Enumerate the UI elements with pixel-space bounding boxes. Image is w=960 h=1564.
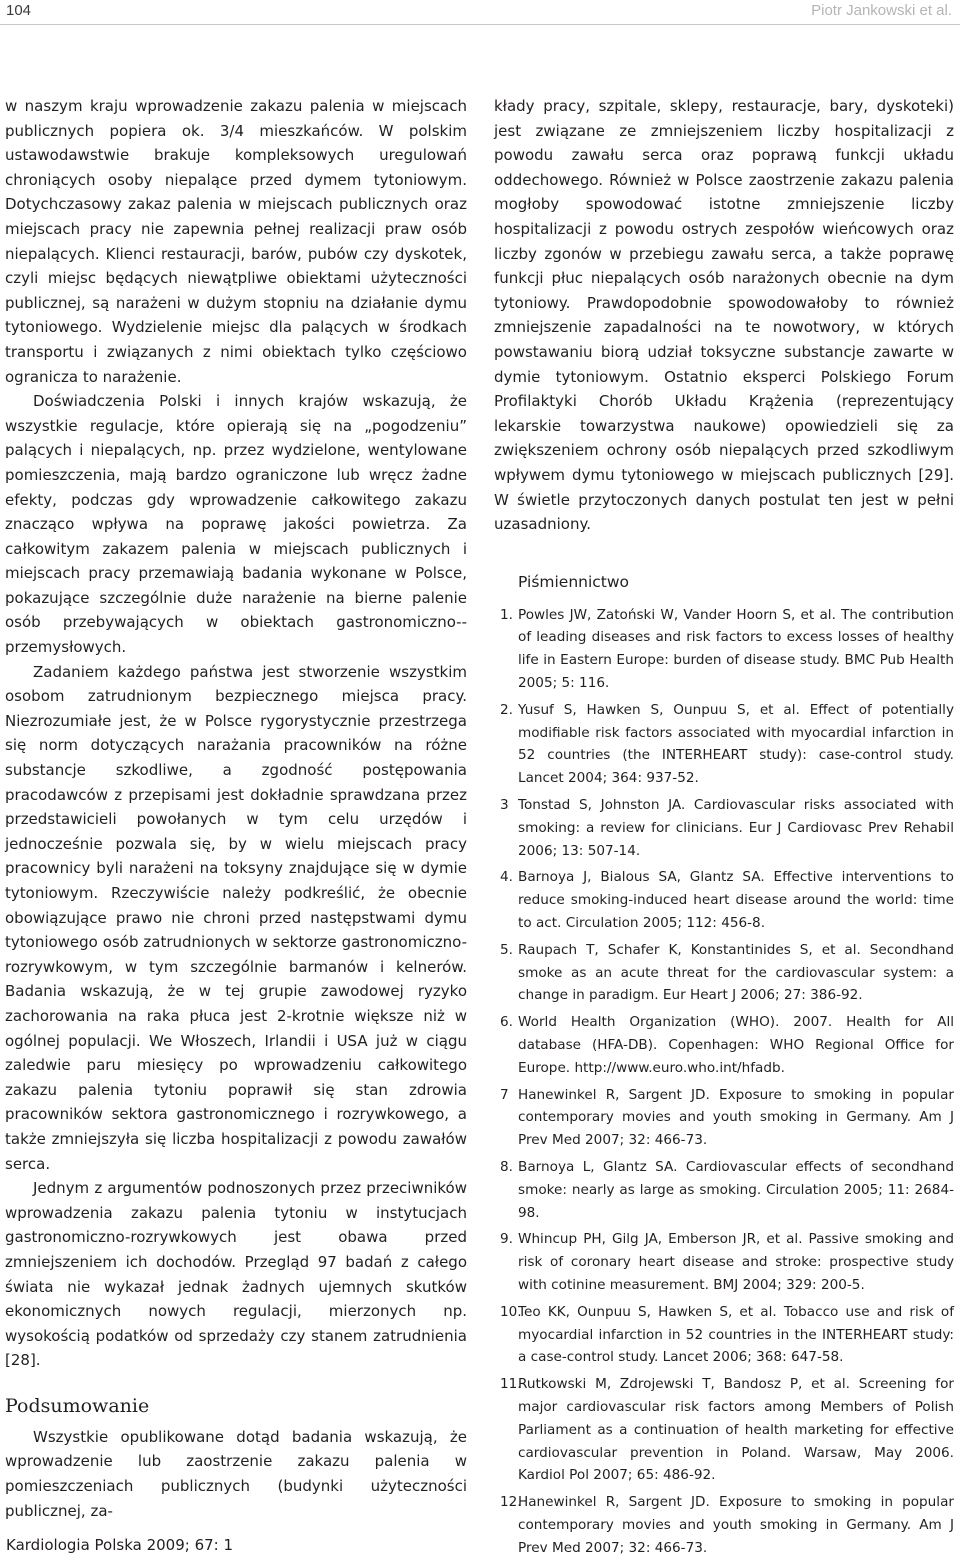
reference-number: 9.	[500, 1231, 513, 1248]
section-title-summary: Podsumowanie	[5, 1394, 150, 1417]
reference-item	[496, 1011, 954, 1079]
left-column	[5, 94, 467, 1523]
reference-text: Barnoya L, Glantz SA. Cardiovascular effects of secondhand smoke: nearly as large as smoking. Circulation 2005; 11: 2684-98.	[518, 1159, 954, 1221]
reference-number: 5.	[500, 941, 513, 958]
right-column	[494, 94, 954, 1564]
reference-item	[496, 1156, 954, 1224]
reference-number: 4.	[500, 869, 513, 886]
body-paragraph-3: Zadaniem każdego państwa jest stworzenie wszystkim osobom zatrudnionym bezpiecznego miejsca pracy. Niezrozumiałe jest, że w Polsce rygorystycznie przestrzega się norm dotyczących narażania pracowników na różne substancje szkodliwe, a zgodność postępowania pracodawców z przepisami jest dokładnie sprawdzana przez przedstawicieli powołanych w tym celu urzędów i jednocześnie pozwala się, by w wielu miejscach pracy pracownicy byli narażeni na toksyny znajdujące się w dymie tytoniowym. Rzeczywiście należy podkreślić, że obecnie obowiązujące prawo nie chroni przed następstwami dymu tytoniowego osób zatrudnionych w sektorze gastronomiczno-rozrywkowym, w tym szczególnie barmanów i kelnerów. Badania wskazują, że w tej grupie zawodowej ryzyko zachorowania na raka płuca jest 2-krotnie większe niż w ogólnej populacji. We Włoszech, Irlandii i USA już w ciągu zaledwie paru miesięcy po wprowadzeniu całkowitego zakazu palenia tytoniu poprawił się stan zdrowia pracowników sektora gastronomicznego i rozrywkowego, a także zmniejszyła się liczba hospitalizacji z powodu zawałów serca.	[5, 662, 467, 1173]
body-paragraph-4: Jednym z argumentów podnoszonych przez przeciwników wprowadzenia zakazu palenia tytoniu w instytucjach gastronomiczno-rozrywkowych jest obawa przed zmniejszeniem ich dochodów. Przegląd 97 badań z całego świata nie wykazał jednak żadnych ujemnych skutków ekonomicznych nowych regulacji, mierzonych np. wysokością podatków od sprzedaży czy stanem zatrudnienia [28].	[5, 1179, 467, 1370]
body-paragraph-2: Doświadczenia Polski i innych krajów wskazują, że wszystkie regulacje, które opierają się na „pogodzeniu” palących i niepalących, np. przez wydzielone, wentylowane pomieszczenia, mają bardzo ograniczone lub wręcz żadne efekty, podczas gdy wprowadzenie całkowitego zakazu znacząco wpływa na poprawę jakości powietrza. Za całkowitym zakazem palenia w miejscach publicznych i miejscach pracy przemawiają badania wykonane w Polsce, pokazujące szczególnie duże narażenie na bierne palenie osób przebywających w obiektach gastronomiczno--przemysłowych.	[5, 392, 467, 657]
reference-text: Hanewinkel R, Sargent JD. Exposure to smoking in popular contemporary movies and youth smoking in Germany. Am J Prev Med 2007; 32: 466-73.	[518, 1494, 954, 1556]
summary-paragraph: Wszystkie opublikowane dotąd badania wskazują, że wprowadzenie lub zaostrzenie zakazu palenia w pomieszczeniach publicznych (budynki użyteczności publicznej, za-	[5, 1427, 467, 1520]
reference-text: Yusuf S, Hawken S, Ounpuu S, et al. Effect of potentially modifiable risk factors associated with myocardial infarction in 52 countries (the INTERHEART study): case-control study. Lancet 2004; 364: 937-52.	[518, 701, 954, 787]
reference-number: 8.	[500, 1159, 513, 1176]
reference-text: Tonstad S, Johnston JA. Cardiovascular risks associated with smoking: a review for clinicians. Eur J Cardiovasc Prev Rehabil 2006; 13: 507-14.	[518, 797, 954, 859]
reference-item	[496, 699, 954, 790]
page-number: 104	[6, 2, 32, 19]
reference-item	[496, 604, 954, 695]
body-paragraph-continued: kłady pracy, szpitale, sklepy, restauracje, bary, dyskoteki) jest związane ze zmniejszeniem liczby hospitalizacji z powodu zawału serca oraz poprawą funkcji układu oddechowego. Również w Polsce zaostrzenie zakazu palenia mogłoby spowodować istotne zmniejszenie liczby hospitalizacji z powodu ostrych zespołów wieńcowych oraz liczby zgonów w przebiegu zawału serca, a także poprawę funkcji płuc niepalących osób narażonych obecnie na dym tytoniowy. Prawdopodobnie spowodowałoby to również zmniejszenie zapadalności na te nowotwory, w których powstawaniu biorą udział toksyczne substancje zawarte w dymie tytoniowym. Ostatnio eksperci Polskiego Forum Profilaktyki Chorób Układu Krążenia (reprezentujący lekarskie towarzystwa naukowe) opowiedzieli się za zwiększeniem ochrony osób niepalących przed szkodliwym wpływem dymu tytoniowego w miejscach publicznych [29]. W świetle przytoczonych danych postulat ten jest w pełni uzasadniony.	[494, 97, 954, 534]
reference-text: Hanewinkel R, Sargent JD. Exposure to smoking in popular contemporary movies and youth smoking in Germany. Am J Prev Med 2007; 32: 466-73.	[518, 1086, 954, 1149]
reference-item	[496, 1228, 954, 1296]
reference-text: Barnoya J, Bialous SA, Glantz SA. Effective interventions to reduce smoking-induced heart disease around the world: time to act. Circulation 2005; 112: 456-8.	[518, 869, 954, 932]
reference-number: 12.	[500, 1494, 522, 1511]
page-footer-journal: Kardiologia Polska 2009; 67: 1	[6, 1536, 234, 1554]
references-title: Piśmiennictwo	[518, 572, 630, 591]
reference-item	[496, 1373, 954, 1487]
page-header	[0, 0, 960, 24]
reference-item	[496, 1491, 954, 1559]
reference-text: Rutkowski M, Zdrojewski T, Bandosz P, et al. Screening for major cardiovascular risk factors among Members of Polish Parliament as a continuation of health marketing for effective cardiovascular prevention in Poland. Warsaw, May 2006. Kardiol Pol 2007; 65: 486-92.	[518, 1376, 954, 1484]
reference-item	[496, 1301, 954, 1369]
reference-item	[496, 866, 954, 934]
reference-text: Powles JW, Zatoński W, Vander Hoorn S, et al. The contribution of leading diseases and risk factors to excess losses of healthy life in Eastern Europe: burden of disease study. BMC Pub Health 2005; 5: 116.	[518, 606, 954, 692]
reference-number: 7	[500, 1086, 509, 1103]
reference-text: World Health Organization (WHO). 2007. Health for All database (HFA-DB). Copenhagen: WHO Regional Office for Europe. http://www.euro.who.int/hfadb.	[518, 1014, 954, 1076]
reference-item	[496, 939, 954, 1007]
running-head-authors: Piotr Jankowski et al.	[811, 2, 952, 19]
reference-number: 1.	[500, 606, 513, 623]
reference-item	[496, 1084, 954, 1152]
reference-text: Teo KK, Ounpuu S, Hawken S, et al. Tobacco use and risk of myocardial infarction in 52 countries in the INTERHEART study: a case-control study. Lancet 2006; 368: 647-58.	[518, 1303, 954, 1366]
reference-number: 11.	[500, 1376, 522, 1393]
reference-number: 2.	[500, 701, 513, 718]
body-paragraph-1: w naszym kraju wprowadzenie zakazu palenia w miejscach publicznych popiera ok. 3/4 mieszkańców. W polskim ustawodawstwie brakuje kompleksowych uregulowań chroniących osoby niepalące przed dymem tytoniowym. Dotychczasowy zakaz palenia w miejscach publicznych oraz miejscach pracy nie zapewnia pełnej realizacji praw osób niepalących. Klienci restauracji, barów, pubów czy dyskotek, czyli miejsc będących niewątpliwe obiektami użyteczności publicznej, są narażeni w dużym stopniu na działanie dymu tytoniowego. Wydzielenie miejsc dla palących w środkach transportu i związanych z nimi obiektach tylko częściowo ogranicza to narażenie.	[5, 97, 467, 386]
reference-item	[496, 794, 954, 862]
header-rule	[0, 24, 960, 25]
reference-number: 10.	[500, 1303, 522, 1320]
reference-text: Raupach T, Schafer K, Konstantinides S, et al. Secondhand smoke as an acute threat for the cardiovascular system: a change in paradigm. Eur Heart J 2006; 27: 386-92.	[518, 941, 954, 1004]
reference-number: 6.	[500, 1014, 513, 1031]
references-list	[494, 604, 954, 1560]
reference-number: 3	[500, 797, 509, 814]
reference-text: Whincup PH, Gilg JA, Emberson JR, et al. Passive smoking and risk of coronary heart disease and stroke: prospective study with cotinine measurement. BMJ 2004; 329: 200-5.	[518, 1231, 954, 1293]
